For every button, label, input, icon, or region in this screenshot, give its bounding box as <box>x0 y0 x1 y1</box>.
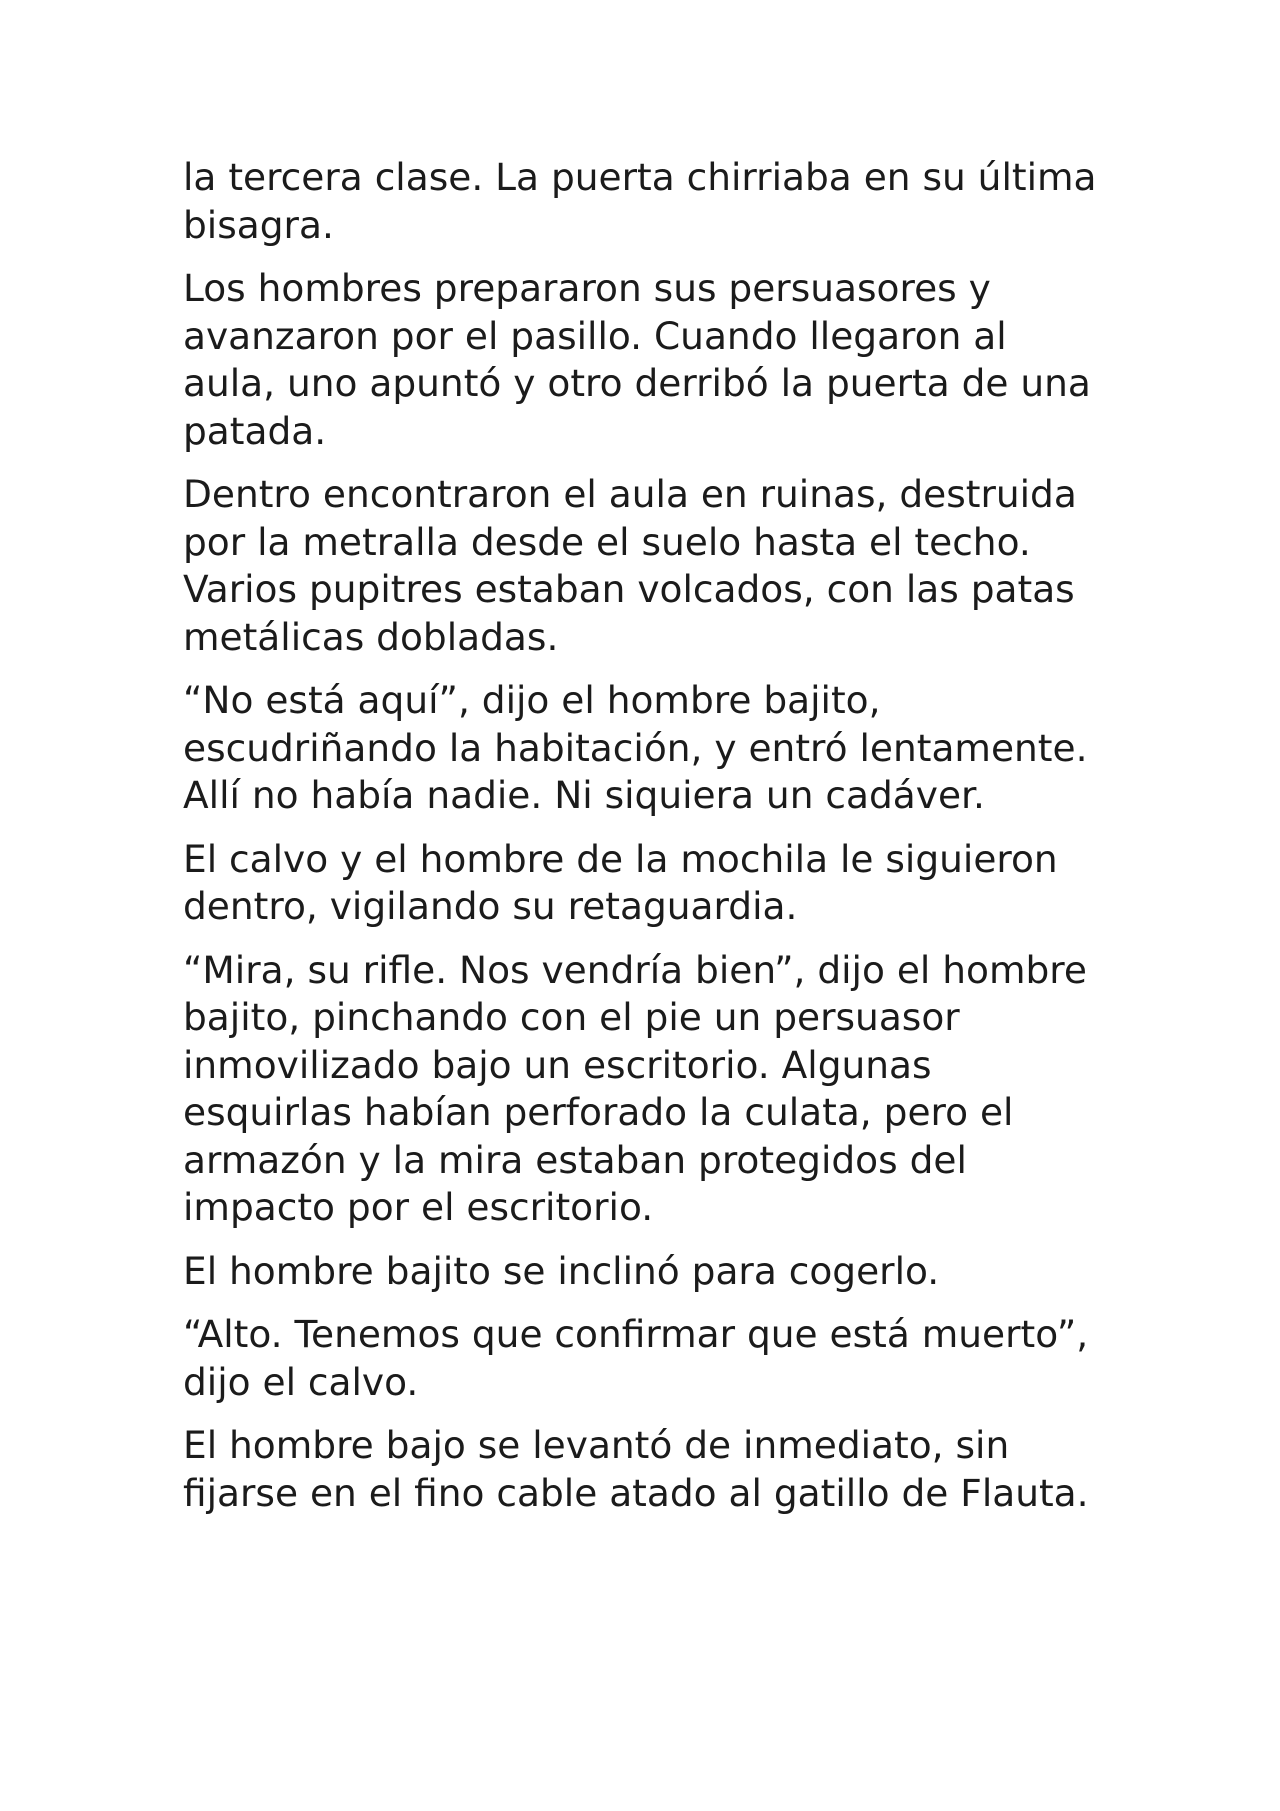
paragraph-7: El hombre bajito se inclinó para cogerlo. <box>183 1248 940 1293</box>
paragraph-9: El hombre bajo se levantó de inmediato, sin fijarse en el fino cable atado al gatillo de Flauta. <box>183 1423 1089 1515</box>
paragraph-8: “Alto. Tenemos que confirmar que está muerto”, dijo el calvo. <box>183 1312 1089 1404</box>
page-text <box>183 154 1103 1533</box>
paragraph-5: El calvo y el hombre de la mochila le siguieron dentro, vigilando su retaguardia. <box>183 836 1058 928</box>
paragraph-1: la tercera clase. La puerta chirriaba en su última bisagra. <box>183 155 1097 247</box>
paragraph-3: Dentro encontraron el aula en ruinas, destruida por la metralla desde el suelo hasta el techo. Varios pupitres estaban volcados, con las patas metálicas dobladas. <box>183 472 1077 659</box>
paragraph-2: Los hombres prepararon sus persuasores y avanzaron por el pasillo. Cuando llegaron al aula, uno apuntó y otro derribó la puerta de una patada. <box>183 266 1091 453</box>
paragraph-4: “No está aquí”, dijo el hombre bajito, escudriñando la habitación, y entró lentamente. Allí no había nadie. Ni siquiera un cadáver. <box>183 678 1088 817</box>
paragraph-6: “Mira, su rifle. Nos vendría bien”, dijo el hombre bajito, pinchando con el pie un persuasor inmovilizado bajo un escritorio. Algunas esquirlas habían perforado la culata, pero el armazón y la mira estaban protegidos del impacto por el escritorio. <box>183 947 1087 1229</box>
